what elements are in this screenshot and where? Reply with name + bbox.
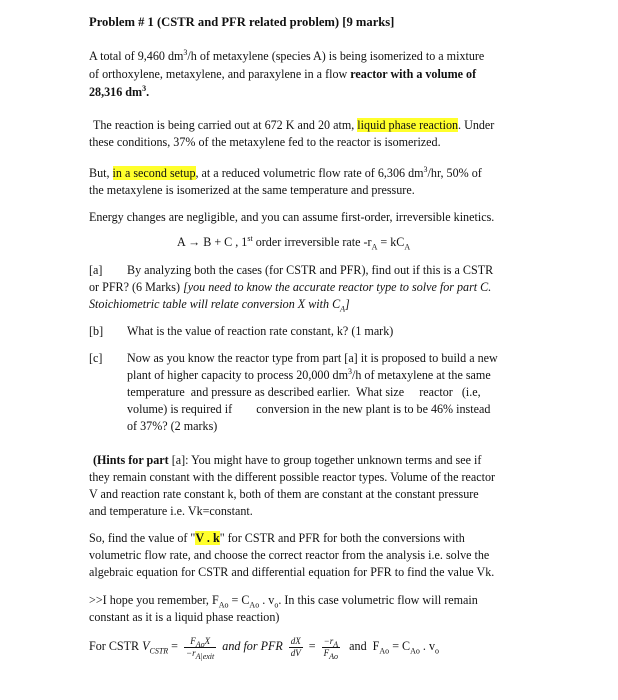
part-a-line-1: By analyzing both the cases (for CSTR and PFR), find out if this is a CSTR <box>127 263 494 277</box>
hints-line-3: V and reaction rate constant k, both of them are constant at the constant pressure <box>89 487 479 501</box>
part-b-label: [b] <box>89 324 104 338</box>
find-vk-line-1: So, find the value of "V . k" for CSTR and PFR for both the conversions with <box>89 531 465 545</box>
remember-line-2: constant as it is a liquid phase reaction) <box>89 610 280 624</box>
part-a-line-2: or PFR? (6 Marks) [you need to know the accurate reactor type to solve for part C. <box>89 280 492 294</box>
part-a-line-3: Stoichiometric table will relate conversion X with $C_A$] <box>89 297 350 314</box>
cstr-fraction: $\frac{\text{FAoX}}{\text{−rA|exit}}$ <box>186 635 215 661</box>
part-c-line-2: plant of higher capacity to process 20,000 $dm^3/h$ of metaxylene at the same <box>127 366 491 382</box>
highlight-second-setup: in a second setup <box>112 166 196 180</box>
intro-line-3: 28,316 $dm^3$. <box>89 83 150 99</box>
part-c-line-5: of 37%? (2 marks) <box>127 419 218 433</box>
reaction-equation: A → B + C , 1st order irreversible rate $-r_A = kC_A$ <box>177 233 411 252</box>
remember-line-1: >>I hope you remember, $F_{Ao} = C_{Ao}$ . $v_o$. In this case volumetric flow will remain <box>89 593 478 610</box>
intro-line-2: of orthoxylene, metaxylene, and paraxylene in a flow reactor with a volume of <box>89 67 477 81</box>
part-c-line-4: volume) is required if conversion in the new plant is to be 46% instead <box>127 402 491 416</box>
reaction-arrow-icon: → <box>188 235 201 249</box>
energy-line: Energy changes are negligible, and you can assume first-order, irreversible kinetics. <box>89 210 495 224</box>
hints-line-4: and temperature i.e. Vk=constant. <box>89 504 253 518</box>
find-vk-line-3: algebraic equation for CSTR and differential equation for PFR to find the value Vk. <box>89 565 495 579</box>
intro-line-1: A total of 9,460 $dm^3/h$ of metaxylene (species A) is being isomerized to a mixture <box>89 47 485 63</box>
pfr-derivative: $\frac{dX}{dV}$ <box>290 635 301 658</box>
part-b-text: What is the value of reaction rate constant, k? (1 mark) <box>127 324 394 338</box>
find-vk-line-2: volumetric flow rate, and choose the correct reactor from the analysis i.e. solve the <box>89 548 490 562</box>
part-c-line-1: Now as you know the reactor type from part [a] it is proposed to build a new <box>127 351 498 365</box>
highlight-liquid-phase: liquid phase reaction <box>357 118 459 132</box>
part-c-line-3: temperature and pressure as described earlier. What size reactor (i.e, <box>127 385 481 399</box>
hints-line-2: they remain constant with the different possible reactor types. Volume of the reactor <box>89 470 496 484</box>
conditions-line-2: these conditions, 37% of the metaxylene fed to the reactor is isomerized. <box>89 135 441 149</box>
hints-line-1: (Hints for part [a]: You might have to group together unknown terms and see if <box>93 453 482 467</box>
second-setup-line-2: the metaxylene is isomerized at the same temperature and pressure. <box>89 183 415 197</box>
design-equations: For CSTR $V_{CSTR}$ = $\frac{\text{FAoX}}{\text{−rA|exit}}$ and for PFR $\frac{dX}{dV}$ = $\frac{-rA}{\text{FAo}}$ and $F_{Ao} = C_{Ao}$ . $v_o$ <box>89 635 440 661</box>
conditions-line-1: The reaction is being carried out at 672 K and 20 atm, liquid phase reaction. Under <box>93 118 495 132</box>
highlight-vk: V . k <box>195 531 220 545</box>
part-a-label: [a] <box>89 263 103 277</box>
pfr-rate-fraction: $\frac{-rA}{\text{FAo}}$ <box>323 635 339 661</box>
second-setup-line-1: But, in a second setup, at a reduced volumetric flow rate of 6,306 $dm^3/hr$, 50% of <box>89 164 482 180</box>
problem-title: Problem # 1 (CSTR and PFR related problem) [9 marks] <box>89 15 395 29</box>
part-c-label: [c] <box>89 351 103 365</box>
